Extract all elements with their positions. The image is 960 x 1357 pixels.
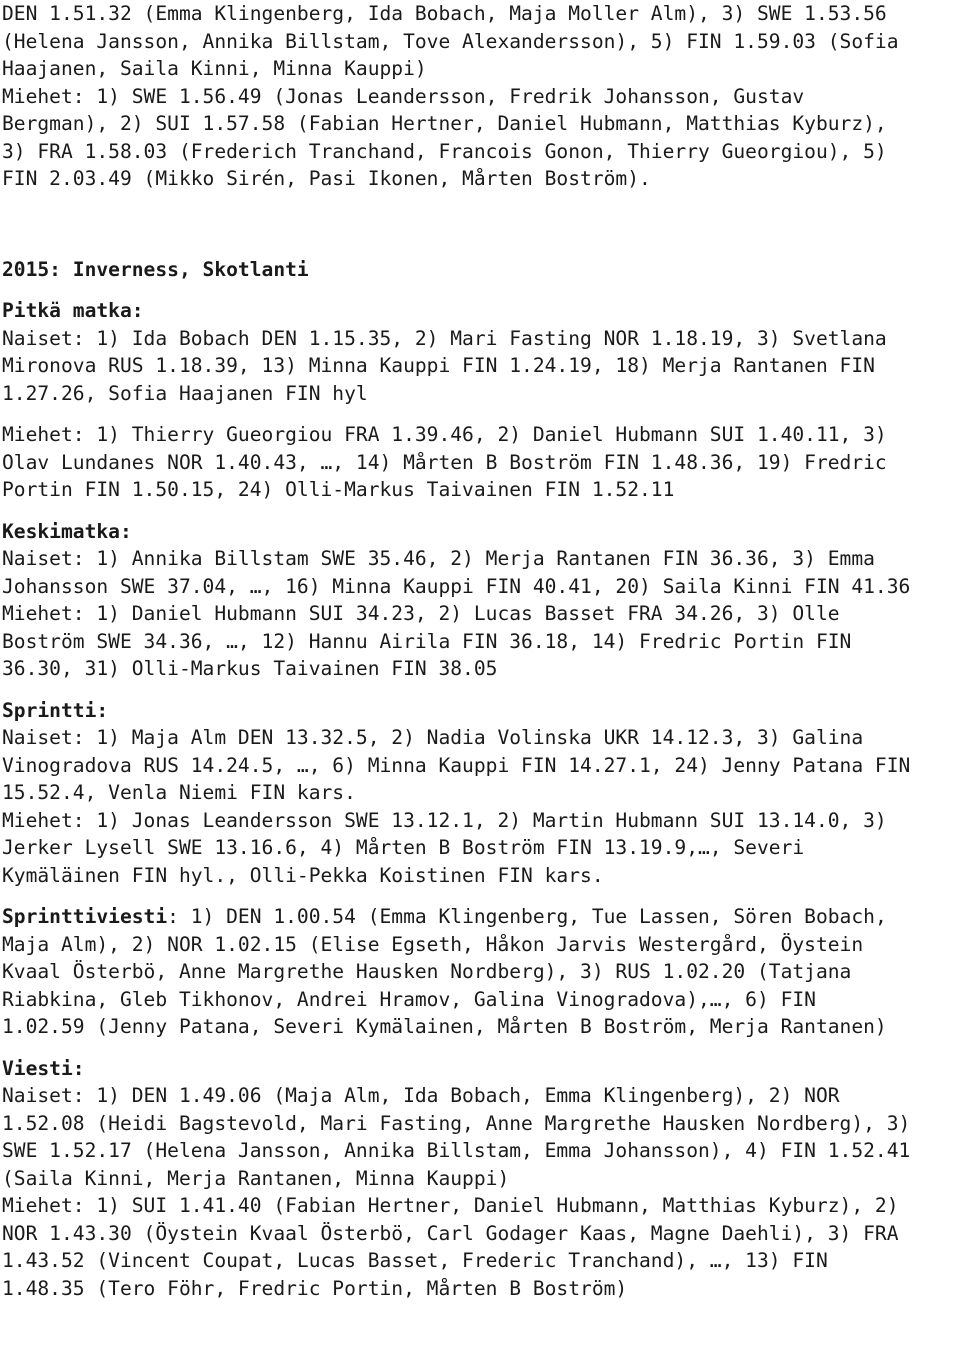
middle-distance-heading: Keskimatka: <box>2 519 132 543</box>
text-line: NOR 1.43.30 (Öystein Kvaal Österbö, Carl Godager Kaas, Magne Daehli), 3) FRA <box>2 1221 899 1245</box>
text-line: Kvaal Österbö, Anne Margrethe Hausken Nordberg), 3) RUS 1.02.20 (Tatjana <box>2 960 852 983</box>
text-line: Naiset: 1) DEN 1.49.06 (Maja Alm, Ida Bobach, Emma Klingenberg), 2) NOR <box>2 1084 840 1107</box>
text-line: 15.52.4, Venla Niemi FIN kars. <box>2 781 356 804</box>
text-line: 36.30, 31) Olli-Markus Taivainen FIN 38.05 <box>2 657 498 680</box>
text-line: Haajanen, Saila Kinni, Minna Kauppi) <box>2 57 427 80</box>
text-line: 3) FRA 1.58.03 (Frederich Tranchand, Francois Gonon, Thierry Gueorgiou), 5) <box>2 139 887 163</box>
spacer <box>2 1041 960 1055</box>
text-line: DEN 1.51.32 (Emma Klingenberg, Ida Bobach, Maja Moller Alm), 3) SWE 1.53.56 <box>2 2 887 25</box>
text-line: Miehet: 1) Daniel Hubmann SUI 34.23, 2) Lucas Basset FRA 34.26, 3) Olle <box>2 602 840 625</box>
text-line: (Helena Jansson, Annika Billstam, Tove Alexandersson), 5) FIN 1.59.03 (Sofia <box>2 29 899 53</box>
long-distance-heading: Pitkä matka: <box>2 299 144 322</box>
spacer <box>2 193 960 256</box>
spacer <box>2 889 960 903</box>
text-line: Maja Alm), 2) NOR 1.02.15 (Elise Egseth, Håkon Jarvis Westergård, Öystein <box>2 932 864 956</box>
text-line: Vinogradova RUS 14.24.5, …, 6) Minna Kauppi FIN 14.27.1, 24) Jenny Patana FIN <box>2 753 911 777</box>
sprint-relay-results <box>2 903 960 1041</box>
text-line: Mironova RUS 1.18.39, 13) Minna Kauppi FIN 1.24.19, 18) Merja Rantanen FIN <box>2 354 875 377</box>
text-line: Naiset: 1) Maja Alm DEN 13.32.5, 2) Nadia Volinska UKR 14.12.3, 3) Galina <box>2 726 864 749</box>
sprint-heading: Sprintti: <box>2 698 109 722</box>
sprint-relay-heading: Sprinttiviesti <box>2 905 168 928</box>
spacer <box>2 504 960 518</box>
text-line: FIN 2.03.49 (Mikko Sirén, Pasi Ikonen, Mårten Boström). <box>2 167 651 190</box>
spacer <box>2 283 960 297</box>
spacer <box>2 407 960 421</box>
sprint-relay-first-line: : 1) DEN 1.00.54 (Emma Klingenberg, Tue Lassen, Sören Bobach, <box>167 905 887 928</box>
middle-distance-results <box>2 545 960 683</box>
text-line: Johansson SWE 37.04, …, 16) Minna Kauppi FIN 40.41, 20) Saila Kinni FIN 41.36 <box>2 574 911 598</box>
text-line: Portin FIN 1.50.15, 24) Olli-Markus Taivainen FIN 1.52.11 <box>2 478 675 501</box>
text-line: 1.27.26, Sofia Haajanen FIN hyl <box>2 381 368 405</box>
text-line: Miehet: 1) SUI 1.41.40 (Fabian Hertner, Daniel Hubmann, Matthias Kyburz), 2) <box>2 1194 899 1217</box>
long-distance-men <box>2 421 960 504</box>
text-line: Miehet: 1) Thierry Gueorgiou FRA 1.39.46, 2) Daniel Hubmann SUI 1.40.11, 3) <box>2 423 887 446</box>
text-line: Bergman), 2) SUI 1.57.58 (Fabian Hertner, Daniel Hubmann, Matthias Kyburz), <box>2 112 887 135</box>
text-line: SWE 1.52.17 (Helena Jansson, Annika Billstam, Emma Johansson), 4) FIN 1.52.41 <box>2 1139 911 1162</box>
text-line: Naiset: 1) Annika Billstam SWE 35.46, 2) Merja Rantanen FIN 36.36, 3) Emma <box>2 547 875 570</box>
text-line: (Saila Kinni, Merja Rantanen, Minna Kauppi) <box>2 1166 510 1190</box>
text-line: Riabkina, Gleb Tikhonov, Andrei Hramov, Galina Vinogradova),…, 6) FIN <box>2 987 816 1011</box>
long-distance-women <box>2 325 960 408</box>
text-line: 1.52.08 (Heidi Bagstevold, Mari Fasting, Anne Margrethe Hausken Nordberg), 3) <box>2 1111 911 1135</box>
text-line: Kymäläinen FIN hyl., Olli-Pekka Koistinen FIN kars. <box>2 863 604 887</box>
spacer <box>2 683 960 697</box>
text-line: 1.43.52 (Vincent Coupat, Lucas Basset, Frederic Tranchand), …, 13) FIN <box>2 1249 828 1272</box>
event-heading: 2015: Inverness, Skotlanti <box>2 257 309 281</box>
text-line: Naiset: 1) Ida Bobach DEN 1.15.35, 2) Mari Fasting NOR 1.18.19, 3) Svetlana <box>2 326 887 350</box>
text-line: Miehet: 1) SWE 1.56.49 (Jonas Leandersson, Fredrik Johansson, Gustav <box>2 84 805 108</box>
text-line: 1.48.35 (Tero Föhr, Fredric Portin, Mårten B Boström) <box>2 1276 628 1300</box>
relay-results <box>2 1082 960 1302</box>
relay-heading: Viesti: <box>2 1056 85 1080</box>
text-line: 1.02.59 (Jenny Patana, Severi Kymälainen, Mårten B Boström, Merja Rantanen) <box>2 1015 887 1038</box>
text-line: Jerker Lysell SWE 13.16.6, 4) Mårten B Boström FIN 13.19.9,…, Severi <box>2 836 805 859</box>
text-line <box>2 903 960 931</box>
text-line: Miehet: 1) Jonas Leandersson SWE 13.12.1, 2) Martin Hubmann SUI 13.14.0, 3) <box>2 808 887 832</box>
text-line: Boström SWE 34.36, …, 12) Hannu Airila FIN 36.18, 14) Fredric Portin FIN <box>2 629 852 653</box>
text-line: Olav Lundanes NOR 1.40.43, …, 14) Mårten B Boström FIN 1.48.36, 19) Fredric <box>2 450 887 474</box>
intro-results <box>2 0 960 193</box>
sprint-results <box>2 724 960 889</box>
